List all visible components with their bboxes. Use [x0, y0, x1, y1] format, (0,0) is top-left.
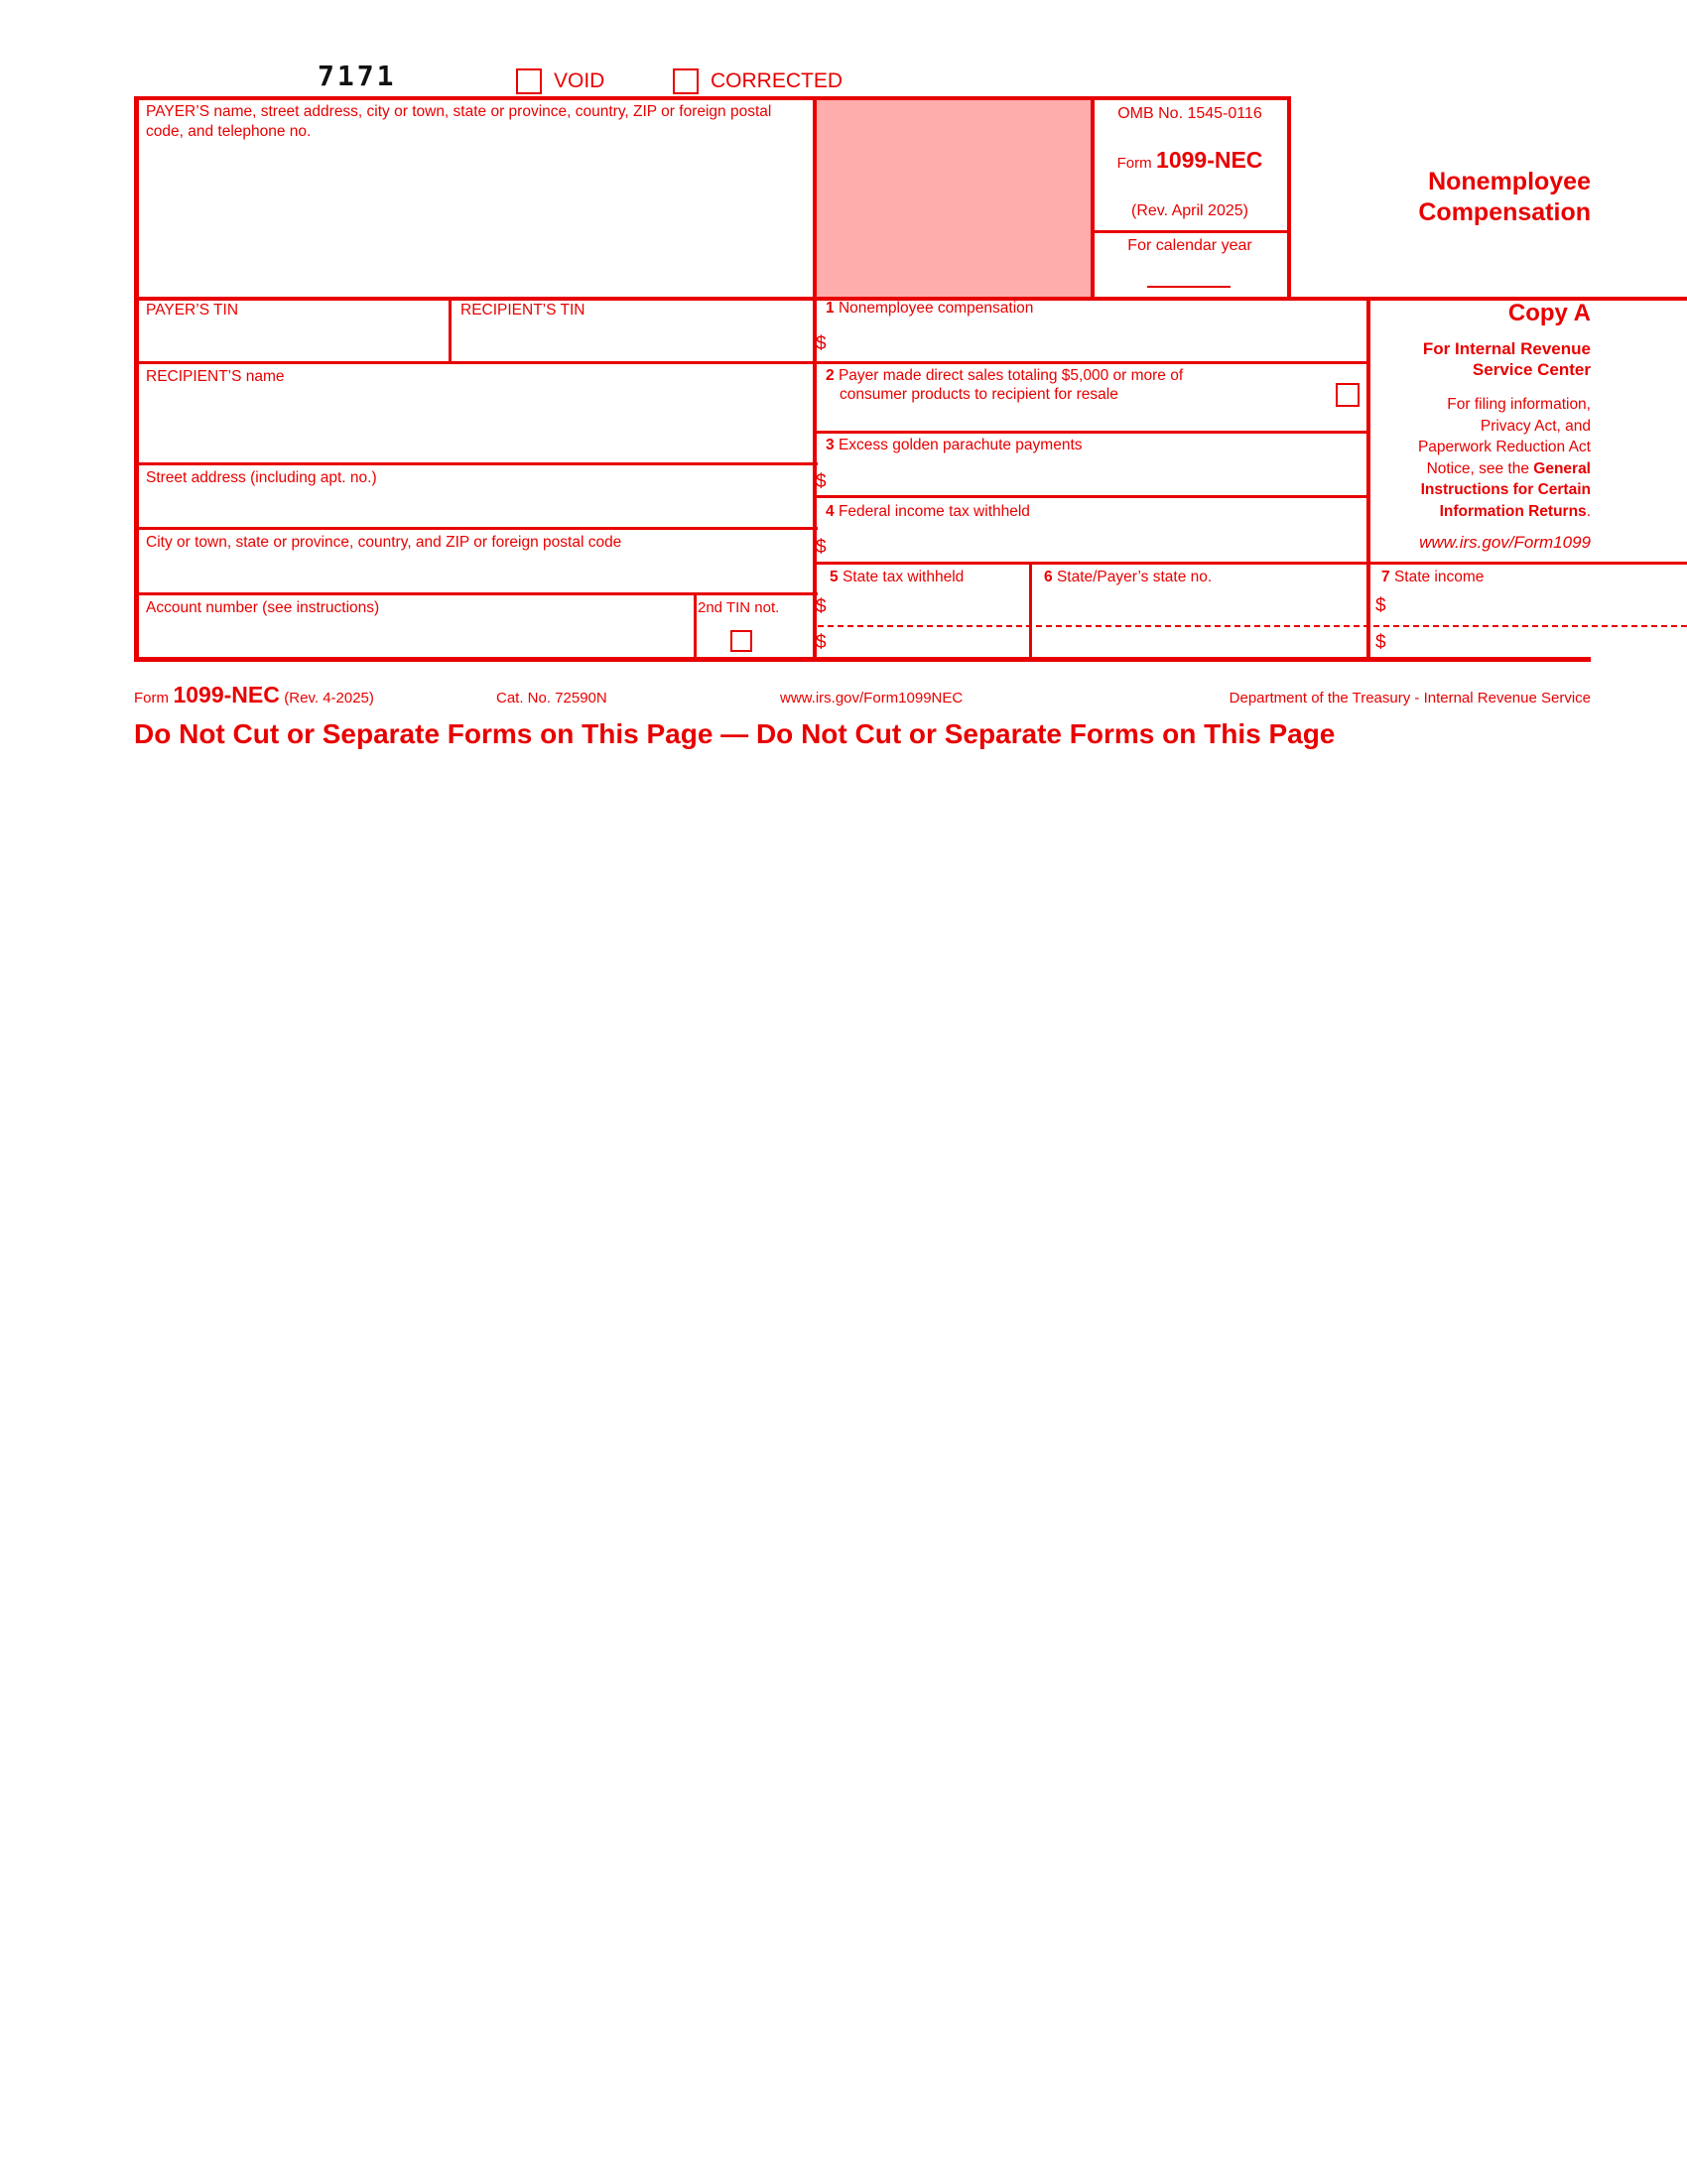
- form-title-line2: Compensation: [1418, 198, 1591, 226]
- box5-number: 5: [830, 569, 839, 585]
- divider: [1092, 230, 1288, 233]
- omb-number: OMB No. 1545-0116: [1117, 105, 1262, 122]
- void-checkbox[interactable]: [516, 68, 542, 94]
- box5-dollar-sign-1: $: [816, 596, 827, 617]
- copy-a-title: Copy A: [1507, 300, 1591, 326]
- recipient-name-label: RECIPIENT’S name: [146, 368, 285, 385]
- copy-a-destination: For Internal Revenue Service Center: [1422, 339, 1591, 379]
- form-title: [1418, 167, 1591, 228]
- box2-direct-sales-checkbox[interactable]: [1336, 383, 1360, 407]
- divider: [134, 96, 1291, 100]
- second-tin-checkbox[interactable]: [730, 630, 752, 652]
- footer-form-id: [134, 682, 374, 708]
- divider: [134, 527, 818, 530]
- box3-label: 3 Excess golden parachute payments: [826, 437, 1083, 453]
- box5-label: 5 State tax withheld: [830, 569, 965, 585]
- box3-number: 3: [826, 437, 835, 453]
- state-row-dashed-divider: [818, 625, 1687, 627]
- catalog-number: Cat. No. 72590N: [496, 690, 607, 707]
- divider: [449, 297, 452, 364]
- box7-dollar-sign-1: $: [1375, 595, 1386, 616]
- box2-label-line1: 2 Payer made direct sales totaling $5,000 or more of: [826, 367, 1184, 384]
- treasury-label: Department of the Treasury - Internal Revenue Service: [1229, 690, 1591, 707]
- box1-label: 1 Nonemployee compensation: [826, 300, 1034, 317]
- footer-url: www.irs.gov/Form1099NEC: [780, 690, 964, 707]
- box5-dollar-sign-2: $: [816, 632, 827, 653]
- second-tin-label: 2nd TIN not.: [698, 599, 780, 616]
- calendar-year-input[interactable]: [1147, 286, 1231, 288]
- box7-label: 7 State income: [1381, 569, 1485, 585]
- footer-form-number: 1099-NEC: [173, 682, 280, 707]
- box4-dollar-sign: $: [816, 537, 827, 558]
- divider: [815, 495, 1370, 498]
- payer-tin-label: PAYER’S TIN: [146, 302, 239, 319]
- box4-number: 4: [826, 503, 835, 520]
- divider: [134, 462, 818, 465]
- account-number-label: Account number (see instructions): [146, 599, 380, 616]
- box7-dollar-sign-2: $: [1375, 632, 1386, 653]
- divider: [134, 592, 818, 595]
- irs-url: www.irs.gov/Form1099: [1419, 533, 1591, 552]
- city-label: City or town, state or province, country, and ZIP or foreign postal code: [146, 534, 622, 551]
- box4-label: 4 Federal income tax withheld: [826, 503, 1030, 520]
- form-left-border: [134, 96, 139, 662]
- divider: [815, 431, 1370, 434]
- form-title-line1: Nonemployee: [1428, 168, 1591, 195]
- divider: [815, 562, 1687, 565]
- divider: [1029, 562, 1032, 662]
- form-number: 1099-NEC: [1156, 147, 1263, 173]
- void-shaded-area: [817, 100, 1091, 298]
- divider: [813, 96, 817, 662]
- divider: [1091, 96, 1095, 301]
- corrected-label: CORRECTED: [711, 69, 844, 92]
- divider: [694, 592, 697, 662]
- box1-number: 1: [826, 300, 835, 317]
- copy-a-instructions: For filing information, Privacy Act, and Paperwork Reduction Act Notice, see the General Instructions for Certain Information Returns.: [1417, 396, 1591, 520]
- revision-label: (Rev. April 2025): [1131, 202, 1248, 219]
- corrected-checkbox[interactable]: [673, 68, 699, 94]
- footer-form-word: Form: [134, 690, 169, 707]
- divider: [1287, 96, 1291, 301]
- form-word: Form: [1116, 155, 1152, 172]
- void-label: VOID: [554, 69, 605, 92]
- footer-revision: (Rev. 4-2025): [284, 690, 374, 707]
- box2-label-line2: consumer products to recipient for resale: [840, 386, 1118, 403]
- calendar-year-label: For calendar year: [1127, 237, 1252, 254]
- divider: [134, 361, 1370, 364]
- box1-dollar-sign: $: [816, 333, 827, 354]
- form-bottom-border: [134, 657, 1591, 662]
- box6-label: 6 State/Payer’s state no.: [1044, 569, 1213, 585]
- box2-number: 2: [826, 367, 835, 384]
- payer-name-label: PAYER’S name, street address, city or town, state or province, country, ZIP or foreign postal code, and telephone no.: [146, 103, 772, 141]
- do-not-cut-warning: Do Not Cut or Separate Forms on This Page — Do Not Cut or Separate Forms on This Page: [134, 718, 1336, 749]
- box3-dollar-sign: $: [816, 471, 827, 492]
- print-control-code: 7171: [318, 60, 397, 92]
- recipient-tin-label: RECIPIENT’S TIN: [460, 302, 585, 319]
- street-address-label: Street address (including apt. no.): [146, 469, 377, 486]
- box7-number: 7: [1381, 569, 1390, 585]
- box6-number: 6: [1044, 569, 1053, 585]
- divider: [1366, 297, 1370, 662]
